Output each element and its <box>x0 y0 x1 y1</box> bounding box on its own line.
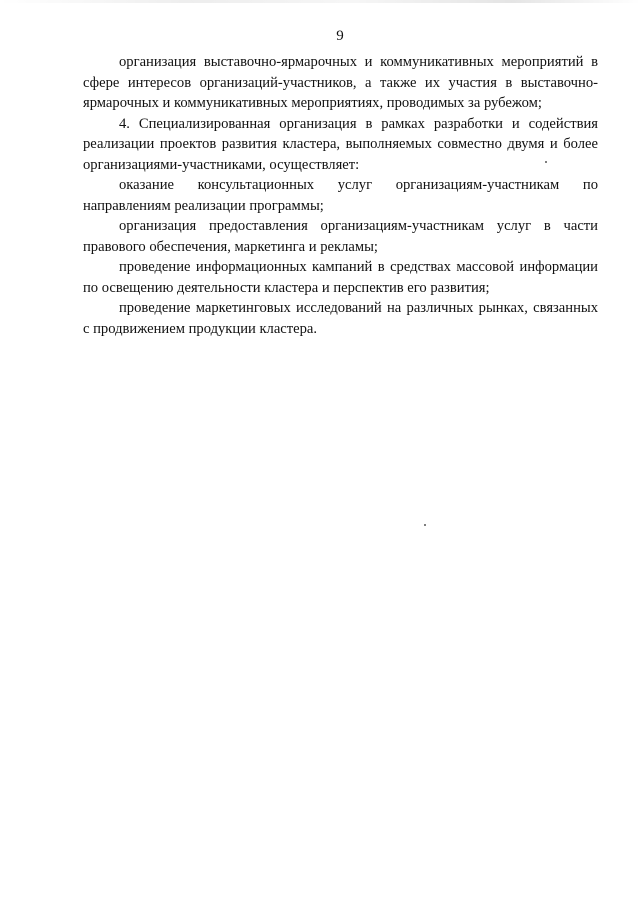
page-number: 9 <box>336 28 344 44</box>
paragraph-information-campaigns: проведение информационных кампаний в средствах массовой информации по освещению деятельности кластера и перспектив его развития; <box>83 259 598 296</box>
scan-top-edge <box>0 0 640 3</box>
paragraph-consulting-services: оказание консультационных услуг организациям-участникам по направлениям реализации программы; <box>83 177 598 214</box>
paragraph-legal-marketing-services: организация предоставления организациям-участникам услуг в части правового обеспечения, маркетинга и рекламы; <box>83 218 598 255</box>
paragraph-exhibition-events: организация выставочно-ярмарочных и коммуникативных мероприятий в сфере интересов организаций-участников, а также их участия в выставочно-ярмарочных и коммуникативных мероприятиях, проводимых за рубежом; <box>83 54 598 111</box>
paragraph-marketing-research: проведение маркетинговых исследований на различных рынках, связанных с продвижением продукции кластера. <box>83 300 598 337</box>
scan-speck <box>545 161 547 163</box>
scan-speck <box>424 524 426 526</box>
paragraph-specialized-organization: 4. Специализированная организация в рамках разработки и содействия реализации проектов развития кластера, выполняемых совместно двумя и более организациями-участниками, осуществляет: <box>83 115 598 173</box>
document-body <box>83 52 598 339</box>
